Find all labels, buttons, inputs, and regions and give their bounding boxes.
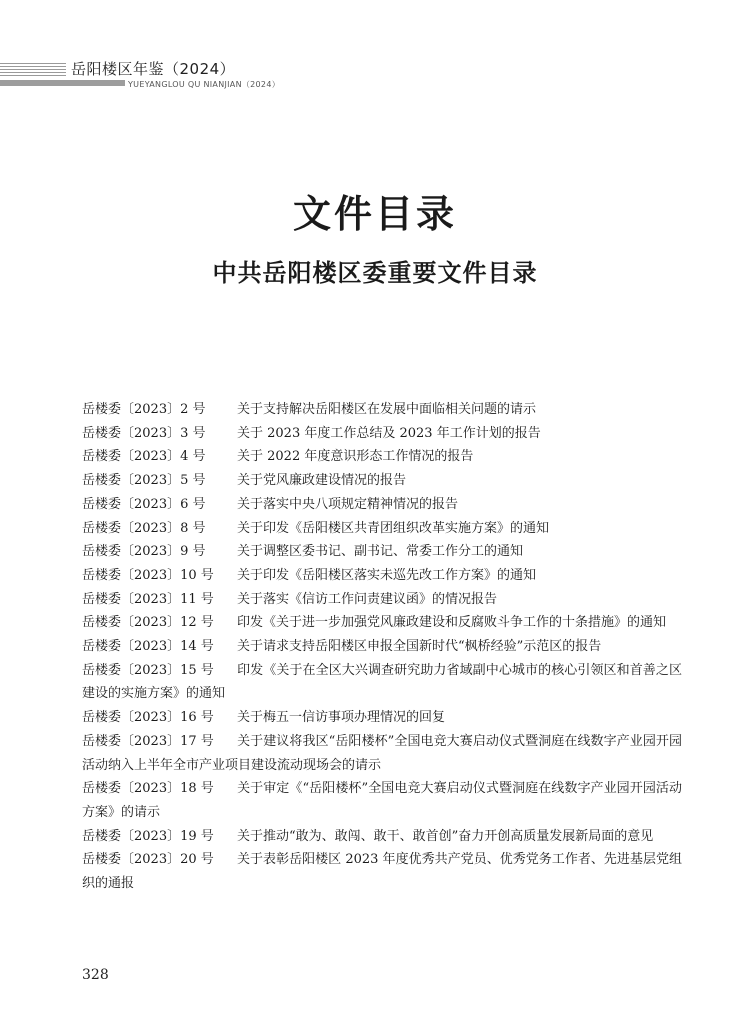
document-title: 关于梅五一信访事项办理情况的回复 [237,710,446,726]
section-title: 中共岳阳楼区委重要文件目录 [212,259,538,287]
document-entry [82,611,682,635]
document-entry [82,825,682,849]
header-subtitle: YUEYANGLOU QU NIANJIAN（2024） [128,80,281,89]
document-number: 岳楼委〔2023〕14 号 [82,639,214,655]
document-title: 关于 2022 年度意识形态工作情况的报告 [237,449,474,465]
document-number: 岳楼委〔2023〕18 号 [82,781,214,797]
document-title: 印发《关于在全区大兴调查研究助力省域副中心城市的核心引领区和首善之区建设的实施方案》的通知 [82,662,682,702]
document-number: 岳楼委〔2023〕8 号 [82,520,206,536]
document-entry [82,706,682,730]
document-list [82,398,682,896]
document-number: 岳楼委〔2023〕10 号 [82,567,214,583]
document-title: 关于落实中央八项规定精神情况的报告 [237,496,459,512]
document-entry [82,659,682,706]
document-entry [82,730,682,777]
document-title: 关于请求支持岳阳楼区申报全国新时代“枫桥经验”示范区的报告 [237,639,602,655]
document-entry [82,540,682,564]
document-title: 关于推动“敢为、敢闯、敢干、敢首创”奋力开创高质量发展新局面的意见 [237,828,654,844]
page-title: 文件目录 [292,192,457,236]
document-number: 岳楼委〔2023〕15 号 [82,662,214,678]
document-number: 岳楼委〔2023〕16 号 [82,710,214,726]
document-entry [82,517,682,541]
document-title: 关于落实《信访工作问责建议函》的情况报告 [237,591,498,607]
document-entry [82,398,682,422]
page-number: 328 [82,967,109,983]
document-number: 岳楼委〔2023〕12 号 [82,615,214,631]
header-title: 岳阳楼区年鉴（2024） [71,60,236,78]
document-title: 关于印发《岳阳楼区共青团组织改革实施方案》的通知 [237,520,550,536]
document-title: 关于 2023 年度工作总结及 2023 年工作计划的报告 [237,425,541,441]
document-title: 关于建议将我区“岳阳楼杯”全国电竞大赛启动仪式暨洞庭在线数字产业园开园活动纳入上半年全市产业项目建设流动现场会的请示 [82,733,682,773]
document-entry [82,469,682,493]
document-entry [82,422,682,446]
document-entry [82,588,682,612]
document-number: 岳楼委〔2023〕11 号 [82,591,214,607]
document-number: 岳楼委〔2023〕6 号 [82,496,206,512]
document-entry [82,635,682,659]
document-entry [82,848,682,895]
document-title: 关于印发《岳阳楼区落实未巡先改工作方案》的通知 [237,567,537,583]
document-entry [82,493,682,517]
document-number: 岳楼委〔2023〕9 号 [82,544,206,560]
document-title: 关于支持解决岳阳楼区在发展中面临相关问题的请示 [237,402,537,417]
document-number: 岳楼委〔2023〕5 号 [82,473,206,489]
document-entry [82,445,682,469]
document-title: 关于调整区委书记、副书记、常委工作分工的通知 [237,544,524,560]
running-header [0,58,750,94]
document-number: 岳楼委〔2023〕2 号 [82,402,206,417]
header-rule [0,80,125,86]
document-title: 关于审定《“岳阳楼杯”全国电竞大赛启动仪式暨洞庭在线数字产业园开园活动方案》的请示 [82,781,682,820]
document-number: 岳楼委〔2023〕17 号 [82,733,214,749]
document-number: 岳楼委〔2023〕20 号 [82,852,214,868]
document-number: 岳楼委〔2023〕4 号 [82,449,206,465]
document-title: 关于表彰岳阳楼区 2023 年度优秀共产党员、优秀党务工作者、先进基层党组织的通报 [82,852,682,892]
document-title: 关于党风廉政建设情况的报告 [237,473,407,489]
header-stripes [0,63,66,77]
document-entry [82,777,682,824]
document-entry [82,564,682,588]
document-number: 岳楼委〔2023〕3 号 [82,425,206,441]
document-title: 印发《关于进一步加强党风廉政建设和反腐败斗争工作的十条措施》的通知 [237,615,667,631]
document-number: 岳楼委〔2023〕19 号 [82,828,214,844]
